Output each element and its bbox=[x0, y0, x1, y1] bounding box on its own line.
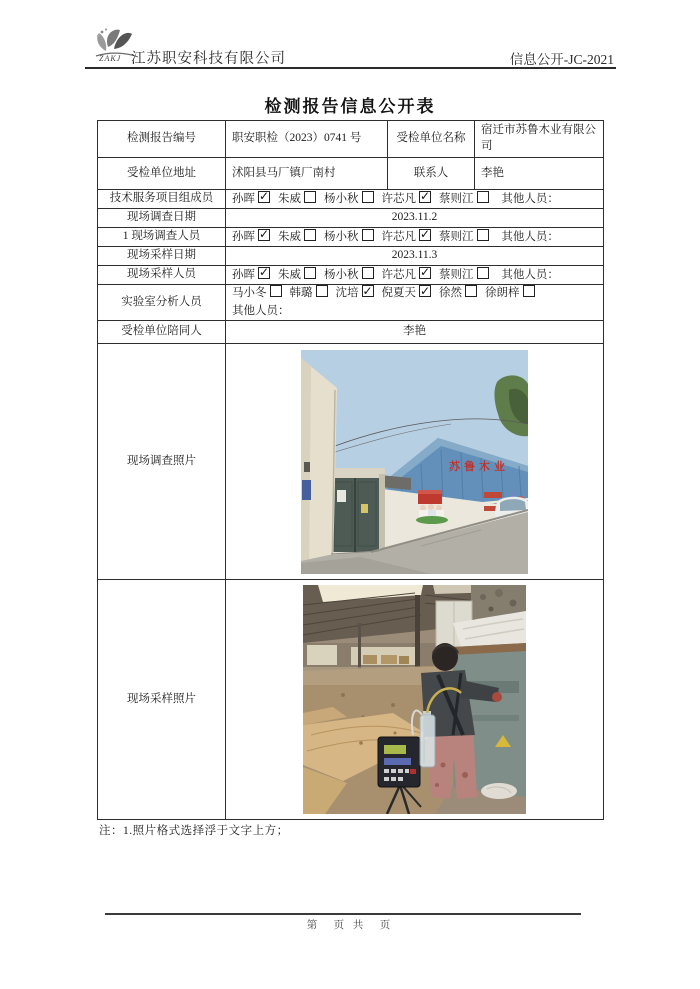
member-item bbox=[324, 193, 374, 205]
unchecked-checkbox-icon bbox=[304, 267, 316, 279]
member-name: 蔡则江 bbox=[439, 230, 474, 243]
footer-rule bbox=[105, 913, 581, 915]
member-item bbox=[439, 287, 477, 299]
escort-value: 李艳 bbox=[226, 321, 604, 344]
member-name: 朱威 bbox=[278, 268, 301, 281]
survey-staff-label: 1 现场调查人员 bbox=[98, 228, 226, 247]
unchecked-checkbox-icon bbox=[270, 285, 282, 297]
escort-label: 受检单位陪同人 bbox=[98, 321, 226, 344]
survey-photo-label: 现场调查照片 bbox=[98, 344, 226, 580]
document-code: 信息公开-JC-2021 bbox=[509, 52, 614, 67]
member-item bbox=[336, 287, 374, 299]
member-name: 杨小秋 bbox=[324, 230, 359, 243]
site-survey-photo bbox=[301, 350, 528, 574]
page-header bbox=[85, 26, 616, 68]
checked-checkbox-icon bbox=[419, 191, 431, 203]
member-item bbox=[382, 231, 432, 243]
member-name: 徐然 bbox=[439, 287, 462, 300]
table-row bbox=[98, 190, 604, 209]
site-sampling-photo bbox=[303, 585, 526, 814]
survey-photo-cell bbox=[226, 344, 604, 580]
member-name: 杨小秋 bbox=[324, 192, 359, 205]
survey-date-value: 2023.11.2 bbox=[226, 209, 604, 228]
unchecked-checkbox-icon bbox=[523, 285, 535, 297]
checked-checkbox-icon bbox=[258, 229, 270, 241]
table-row bbox=[98, 209, 604, 228]
member-name: 韩璐 bbox=[289, 287, 313, 300]
member-name: 沈培 bbox=[335, 287, 359, 300]
survey-staff-members bbox=[226, 228, 604, 247]
member-item bbox=[232, 287, 282, 299]
unchecked-checkbox-icon bbox=[316, 285, 328, 297]
member-item bbox=[382, 193, 432, 205]
logo-text: ZAKJ bbox=[99, 54, 122, 63]
checked-checkbox-icon bbox=[419, 285, 431, 297]
member-item bbox=[439, 269, 489, 281]
project-team-label: 技术服务项目组成员 bbox=[98, 190, 226, 209]
company-name: 江苏职安科技有限公司 bbox=[131, 51, 286, 67]
contact-value: 李艳 bbox=[475, 158, 604, 190]
table-row bbox=[98, 321, 604, 344]
unchecked-checkbox-icon bbox=[477, 267, 489, 279]
sampling-staff-label: 现场采样人员 bbox=[98, 266, 226, 285]
checked-checkbox-icon bbox=[419, 229, 431, 241]
checked-checkbox-icon bbox=[419, 267, 431, 279]
lab-staff-members bbox=[226, 285, 604, 321]
member-item bbox=[439, 193, 489, 205]
page-title: 检测报告信息公开表 bbox=[264, 97, 436, 116]
table-row bbox=[98, 121, 604, 158]
table-row bbox=[98, 285, 604, 321]
member-item bbox=[278, 193, 316, 205]
page-number-text: 第 页 共 页 bbox=[306, 920, 394, 931]
member-item bbox=[278, 231, 316, 243]
member-item bbox=[278, 269, 316, 281]
sampling-staff-members bbox=[226, 266, 604, 285]
survey-date-label: 现场调查日期 bbox=[98, 209, 226, 228]
report-no-label: 检测报告编号 bbox=[98, 121, 226, 158]
member-item bbox=[232, 269, 270, 281]
sampling-date-value: 2023.11.3 bbox=[226, 247, 604, 266]
member-item bbox=[324, 231, 374, 243]
member-item bbox=[232, 231, 270, 243]
member-name: 许芯凡 bbox=[381, 268, 416, 281]
member-name: 倪夏天 bbox=[381, 287, 416, 300]
contact-label: 联系人 bbox=[388, 158, 475, 190]
unit-address-label: 受检单位地址 bbox=[98, 158, 226, 190]
sampling-date-label: 现场采样日期 bbox=[98, 247, 226, 266]
report-info-table bbox=[97, 120, 604, 820]
unchecked-checkbox-icon bbox=[362, 191, 374, 203]
table-row bbox=[98, 344, 604, 580]
member-name: 朱威 bbox=[278, 192, 301, 205]
unchecked-checkbox-icon bbox=[465, 285, 477, 297]
member-name: 许芯凡 bbox=[381, 192, 416, 205]
unit-name-value: 宿迁市苏鲁木业有限公司 bbox=[475, 121, 604, 158]
member-name: 许芯凡 bbox=[381, 230, 416, 243]
sampling-photo-label: 现场采样照片 bbox=[98, 580, 226, 820]
unchecked-checkbox-icon bbox=[304, 191, 316, 203]
table-row bbox=[98, 580, 604, 820]
member-item bbox=[382, 287, 432, 299]
unchecked-checkbox-icon bbox=[362, 229, 374, 241]
other-personnel-label: 其他人员： bbox=[232, 305, 290, 317]
member-name: 孙晖 bbox=[232, 268, 255, 281]
project-team-members bbox=[226, 190, 604, 209]
member-item bbox=[290, 287, 328, 299]
checked-checkbox-icon bbox=[258, 191, 270, 203]
checked-checkbox-icon bbox=[258, 267, 270, 279]
report-no-value: 职安职检（2023）0741 号 bbox=[226, 121, 388, 158]
table-row bbox=[98, 247, 604, 266]
unchecked-checkbox-icon bbox=[304, 229, 316, 241]
lab-staff-label: 实验室分析人员 bbox=[98, 285, 226, 321]
other-personnel-label: 其他人员： bbox=[501, 268, 559, 281]
table-row bbox=[98, 228, 604, 247]
member-name: 孙晖 bbox=[232, 192, 255, 205]
table-row bbox=[98, 266, 604, 285]
member-item bbox=[232, 193, 270, 205]
unchecked-checkbox-icon bbox=[362, 267, 374, 279]
member-name: 马小冬 bbox=[232, 287, 267, 300]
unit-address-value: 沭阳县马厂镇厂南村 bbox=[226, 158, 388, 190]
member-item bbox=[382, 269, 432, 281]
unchecked-checkbox-icon bbox=[477, 229, 489, 241]
table-row bbox=[98, 158, 604, 190]
roof-sign-text: 苏鲁木业 bbox=[449, 460, 509, 473]
unchecked-checkbox-icon bbox=[477, 191, 489, 203]
member-item bbox=[439, 231, 489, 243]
checked-checkbox-icon bbox=[362, 285, 374, 297]
member-name: 杨小秋 bbox=[324, 268, 359, 281]
sampling-photo-cell bbox=[226, 580, 604, 820]
unit-name-label: 受检单位名称 bbox=[388, 121, 475, 158]
member-name: 蔡则江 bbox=[439, 192, 474, 205]
other-personnel-label: 其他人员： bbox=[501, 230, 559, 243]
other-personnel-label: 其他人员： bbox=[501, 192, 559, 205]
member-name: 孙晖 bbox=[232, 230, 255, 243]
member-name: 徐朗梓 bbox=[485, 287, 520, 300]
member-name: 朱威 bbox=[278, 230, 301, 243]
member-item bbox=[324, 269, 374, 281]
member-name: 蔡则江 bbox=[439, 268, 474, 281]
footnote: 注：1.照片格式选择浮于文字上方； bbox=[99, 825, 289, 837]
header-rule bbox=[85, 67, 616, 69]
member-item bbox=[485, 287, 535, 299]
